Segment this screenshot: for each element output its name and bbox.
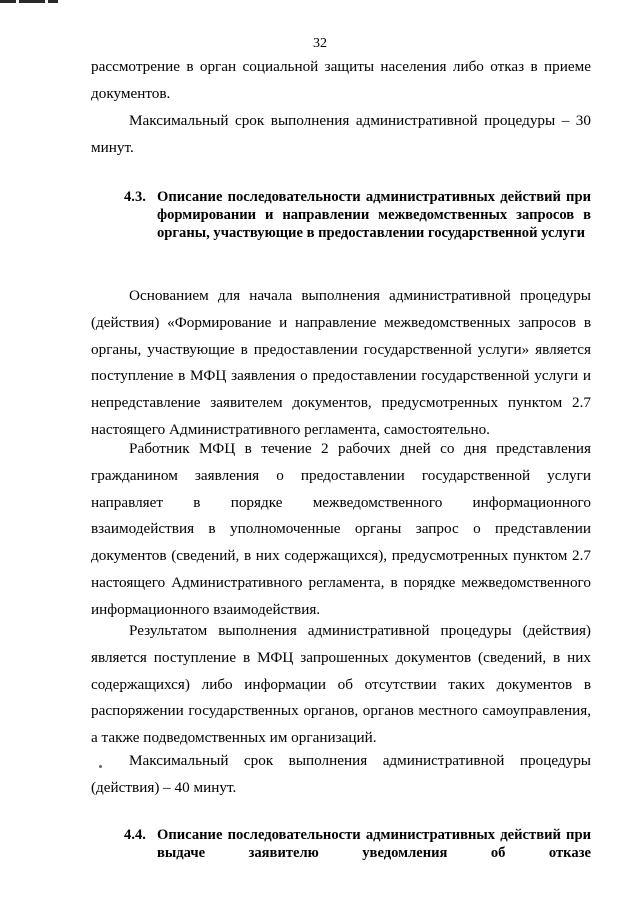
paragraph-basis: Основанием для начала выполнения административной процедуры (действия) «Формирование и направление межведомственных запросов в органы, участвующие в предоставлении государственной услуги» является поступление в МФЦ заявления о предоставлении государственной услуги и непредставление заявителем документов, предусмотренных пунктом 2.7 настоящего Административного регламента, самостоятельно. [91,287,591,438]
scan-speck [99,765,102,768]
paragraph-continuation: рассмотрение в орган социальной защиты населения либо отказ в приеме документов. [91,58,591,102]
paragraph-mfc-worker: Работник МФЦ в течение 2 рабочих дней со дня представления гражданином заявления о предоставлении государственной услуги направляет в порядке межведомственного информационного взаимодействия в уполномоченные органы запрос о представлении документов (сведений, в них содержащихся), предусмотренных пунктом 2.7 настоящего Административного регламента, в порядке межведомственного информационного взаимодействия. [91,440,591,618]
section-title: Описание последовательности административных действий при выдаче заявителю уведомления об отказе [157,827,591,862]
page-number: 32 [313,36,327,51]
paragraph-result: Результатом выполнения административной процедуры (действия) является поступление в МФЦ запрошенных документов (сведений, в них содержащихся) либо информации об отсутствии таких документов в распоряжении государственных органов, органов местного самоуправления, а также подведомственных им организаций. [91,622,591,747]
section-heading-4-4 [124,826,591,862]
section-number: 4.3. [124,189,146,205]
scan-edge-mark [0,0,70,4]
paragraph-max-time-40: Максимальный срок выполнения административной процедуры (действия) – 40 минут. [91,752,591,796]
section-title: Описание последовательности административных действий при формировании и направлении межведомственных запросов в органы, участвующие в предоставлении государственной услуги [157,189,591,242]
section-number: 4.4. [124,827,146,843]
section-heading-4-3 [124,188,591,243]
paragraph-max-time-30: Максимальный срок выполнения административной процедуры – 30 минут. [91,112,591,156]
